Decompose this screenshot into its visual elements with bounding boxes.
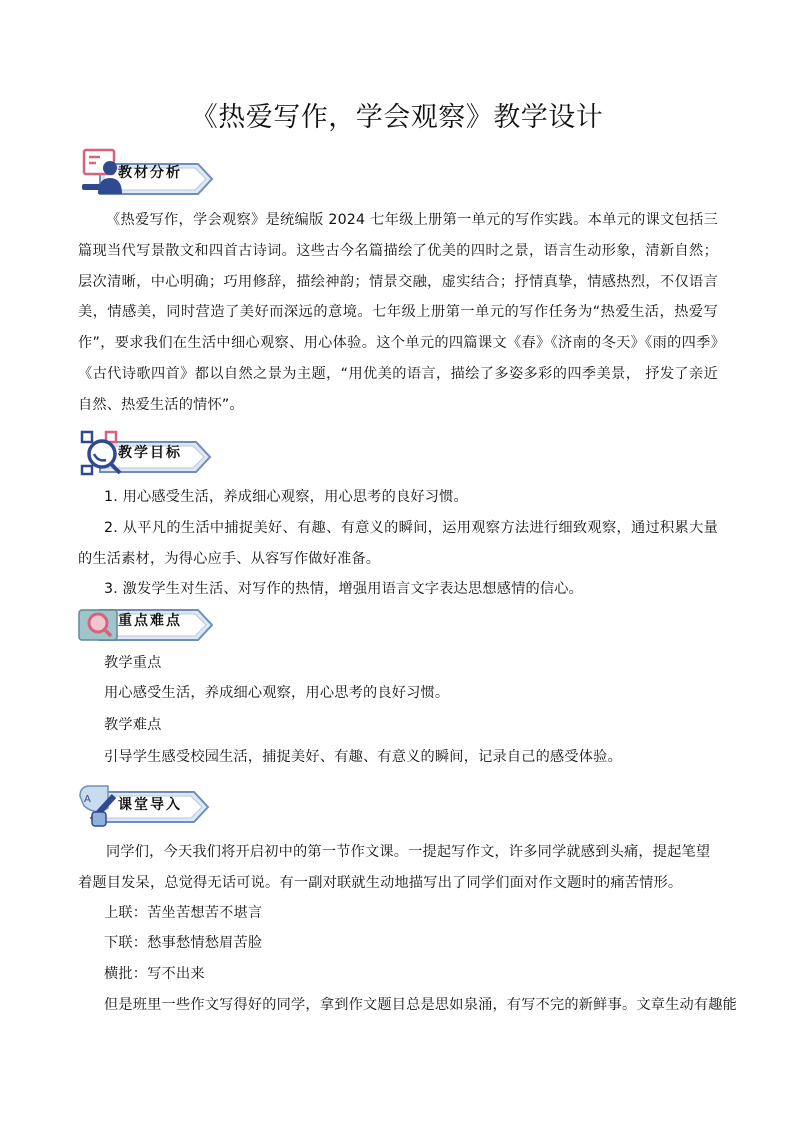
couplet-banner: 横批：写不出来: [104, 966, 205, 982]
page-title: 《热爱写作，学会观察》教学设计: [190, 102, 604, 133]
focus-text: 用心感受生活，养成细心观察，用心思考的良好习惯。: [104, 685, 450, 701]
section-label-goals: 教学目标: [118, 445, 182, 461]
section-label-keypoints: 重点难点: [118, 613, 182, 629]
intro-paragraph-1: 同学们，今天我们将开启初中的第一节作文课。一提起写作文，许多同学就感到头痛，提起笔望着题目发呆，总觉得无话可说。有一副对联就生动地描写出了同学们面对作文题时的痛苦情形。: [78, 844, 711, 891]
focus-heading: 教学重点: [104, 655, 162, 671]
analysis-paragraph: 《热爱写作，学会观察》是统编版 2024 七年级上册第一单元的写作实践。本单元的课文包括三篇现当代写景散文和四首古诗词。这些古今名篇描绘了优美的四时之景，语言生动形象，清新自然；层次清晰，中心明确；巧用修辞，描绘神韵；情景交融，虚实结合；抒情真挚，情感热烈，不仅语言美，情感美，同时营造了美好而深远的意境。七年级上册第一单元的写作任务为“热爱生活，热爱写作”，要求我们在生活中细心观察、用心体验。这个单元的四篇课文《春》《济南的冬天》《雨的四季》《古代诗歌四首》都以自然之景为主题，“用优美的语言，描绘了多姿多彩的四季美景， 抒发了亲近自然、热爱生活的情怀”。: [78, 212, 718, 413]
section-label-intro: 课堂导入: [118, 797, 182, 813]
section-header-intro: [78, 780, 218, 830]
goal-item-3: 3. 激发学生对生活、对写作的热情，增强用语言文字表达思想感情的信心。: [104, 581, 584, 597]
goal-item-2: 2. 从平凡的生活中捕捉美好、有趣、有意义的瞬间，运用观察方法进行细致观察，通过积累大量的生活素材，为得心应手、从容写作做好准备。: [78, 520, 718, 567]
couplet-upper: 上联：苦坐苦想苦不堪言: [104, 905, 263, 921]
intro-paragraph-2: 但是班里一些作文写得好的同学，拿到作文题目总是思如泉涌，有写不完的新鲜事。文章生动有趣能: [104, 997, 738, 1013]
svg-text:A: A: [84, 794, 91, 805]
difficulty-heading: 教学难点: [104, 717, 162, 733]
couplet-lower: 下联：愁事愁情愁眉苦脸: [104, 935, 263, 951]
section-header-analysis: [78, 148, 218, 198]
section-header-goals: [78, 428, 218, 478]
section-header-keypoints: [78, 604, 218, 654]
section-label-analysis: 教材分析: [118, 165, 182, 181]
goal-item-1: 1. 用心感受生活，养成细心观察，用心思考的良好习惯。: [104, 489, 468, 505]
difficulty-text: 引导学生感受校园生活，捕捉美好、有趣、有意义的瞬间，记录自己的感受体验。: [104, 749, 622, 765]
